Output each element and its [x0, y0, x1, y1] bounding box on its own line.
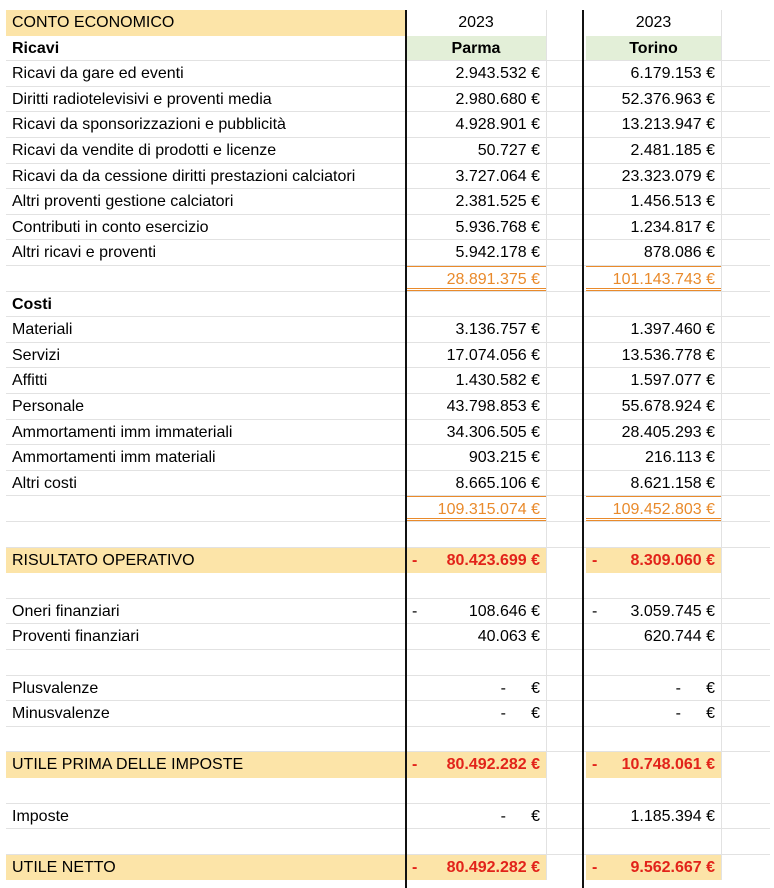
- row-label[interactable]: Altri costi: [6, 471, 406, 496]
- table-row: [6, 164, 770, 190]
- value-torino[interactable]: 1.456.513 €: [630, 193, 715, 211]
- row-label[interactable]: Oneri finanziari: [6, 599, 406, 624]
- blank-row: [6, 650, 770, 676]
- value-torino[interactable]: - 3.059.745 €: [586, 599, 721, 624]
- capital-gains-row: [6, 676, 770, 702]
- value-parma[interactable]: - €: [500, 679, 540, 697]
- row-label[interactable]: Ricavi da vendite di prodotti e licenze: [6, 138, 406, 163]
- value-parma[interactable]: - €: [500, 705, 540, 723]
- row-label[interactable]: Ricavi da da cessione diritti prestazioni calciatori: [6, 164, 406, 189]
- value-parma[interactable]: - 108.646 €: [406, 599, 546, 624]
- value-torino[interactable]: 216.113 €: [645, 449, 715, 467]
- operating-result-torino[interactable]: - 8.309.060 €: [586, 548, 721, 574]
- net-income-row: [6, 855, 770, 881]
- pretax-parma[interactable]: - 80.492.282 €: [406, 752, 546, 778]
- blank-row: [6, 778, 770, 804]
- value-parma[interactable]: 3.727.064 €: [455, 167, 540, 185]
- row-label[interactable]: Ammortamenti imm immateriali: [6, 420, 406, 445]
- value-parma[interactable]: - €: [500, 807, 540, 825]
- row-label[interactable]: Materiali: [6, 317, 406, 342]
- row-label[interactable]: Ammortamenti imm materiali: [6, 445, 406, 470]
- net-income-parma[interactable]: - 80.492.282 €: [406, 855, 546, 881]
- value-torino[interactable]: 620.744 €: [643, 628, 715, 646]
- table-row: [6, 112, 770, 138]
- value-torino[interactable]: - €: [675, 679, 715, 697]
- row-label[interactable]: Affitti: [6, 368, 406, 393]
- blank-row: [6, 573, 770, 599]
- value-parma[interactable]: 3.136.757 €: [455, 321, 540, 339]
- value-torino[interactable]: 13.213.947 €: [621, 116, 715, 134]
- section-revenue[interactable]: Ricavi: [6, 36, 406, 61]
- operating-result-parma[interactable]: - 80.423.699 €: [406, 548, 546, 574]
- table-row: [6, 138, 770, 164]
- row-label[interactable]: Servizi: [6, 343, 406, 368]
- value-torino[interactable]: 1.397.460 €: [630, 321, 715, 339]
- table-row: [6, 343, 770, 369]
- financial-charges-row: [6, 599, 770, 625]
- value-torino[interactable]: - €: [675, 705, 715, 723]
- value-parma[interactable]: 34.306.505 €: [446, 423, 540, 441]
- minus-sign: -: [412, 756, 418, 774]
- value-parma[interactable]: 8.665.106 €: [455, 474, 540, 492]
- minus-sign: -: [412, 858, 418, 876]
- table-row: [6, 215, 770, 241]
- pretax-label[interactable]: UTILE PRIMA DELLE IMPOSTE: [6, 752, 406, 778]
- taxes-row: [6, 804, 770, 830]
- revenue-total-parma[interactable]: 28.891.375 €: [406, 266, 546, 291]
- row-label[interactable]: Minusvalenze: [6, 701, 406, 726]
- minus-sign: -: [412, 551, 418, 569]
- value-parma[interactable]: 17.074.056 €: [446, 346, 540, 364]
- row-label[interactable]: Diritti radiotelevisivi e proventi media: [6, 87, 406, 112]
- value-parma[interactable]: 2.381.525 €: [455, 193, 540, 211]
- table-row: [6, 394, 770, 420]
- value-torino[interactable]: 1.597.077 €: [630, 372, 715, 390]
- pretax-torino[interactable]: - 10.748.061 €: [586, 752, 721, 778]
- financial-income-row: [6, 624, 770, 650]
- cost-total-parma[interactable]: 109.315.074 €: [406, 496, 546, 521]
- cost-total-torino[interactable]: 109.452.803 €: [586, 496, 721, 521]
- table-row: [6, 420, 770, 446]
- net-income-label[interactable]: UTILE NETTO: [6, 855, 406, 881]
- value-parma[interactable]: 5.936.768 €: [455, 218, 540, 236]
- minus-sign: -: [592, 551, 598, 569]
- blank-row: [6, 829, 770, 855]
- value-parma[interactable]: 5.942.178 €: [455, 244, 540, 262]
- net-income-torino[interactable]: - 9.562.667 €: [586, 855, 721, 881]
- value-parma[interactable]: 2.980.680 €: [455, 90, 540, 108]
- table-row: [6, 240, 770, 266]
- minus-sign: -: [412, 602, 418, 620]
- value-torino[interactable]: 1.185.394 €: [630, 807, 715, 825]
- row-label[interactable]: Personale: [6, 394, 406, 419]
- table-row: [6, 471, 770, 497]
- costs-header-row: [6, 292, 770, 318]
- statement-title[interactable]: CONTO ECONOMICO: [6, 10, 406, 36]
- value-parma[interactable]: 50.727 €: [477, 142, 540, 159]
- pretax-row: [6, 752, 770, 778]
- row-label[interactable]: Contributi in conto esercizio: [6, 215, 406, 240]
- column-divider: [405, 10, 407, 888]
- value-parma[interactable]: 40.063 €: [477, 628, 540, 646]
- section-costs[interactable]: Costi: [6, 292, 406, 317]
- row-label[interactable]: Altri proventi gestione calciatori: [6, 189, 406, 214]
- value-torino[interactable]: 28.405.293 €: [621, 423, 715, 441]
- row-label[interactable]: Ricavi da gare ed eventi: [6, 61, 406, 86]
- value-torino[interactable]: 878.086 €: [643, 244, 715, 262]
- table-row: [6, 189, 770, 215]
- table-row: [6, 317, 770, 343]
- blank-row: [6, 522, 770, 548]
- value-torino[interactable]: 55.678.924 €: [621, 398, 715, 415]
- value-torino[interactable]: 13.536.778 €: [621, 346, 715, 364]
- revenue-total-row: [6, 266, 770, 292]
- revenue-total-torino[interactable]: 101.143.743 €: [586, 266, 721, 291]
- value-parma[interactable]: 903.215 €: [468, 449, 540, 467]
- value-torino[interactable]: 23.323.079 €: [621, 167, 715, 185]
- operating-result-label[interactable]: RISULTATO OPERATIVO: [6, 548, 406, 574]
- table-row: [6, 445, 770, 471]
- capital-losses-row: [6, 701, 770, 727]
- row-label[interactable]: Altri ricavi e proventi: [6, 240, 406, 265]
- value-torino[interactable]: 2.481.185 €: [630, 142, 715, 159]
- row-label[interactable]: Ricavi da sponsorizzazioni e pubblicità: [6, 112, 406, 137]
- blank-row: [6, 727, 770, 753]
- year-parma[interactable]: 2023: [406, 10, 546, 36]
- value-torino[interactable]: 6.179.153 €: [630, 65, 715, 83]
- value-torino[interactable]: 8.621.158 €: [630, 474, 715, 492]
- value-torino[interactable]: 1.234.817 €: [630, 218, 715, 236]
- row-label[interactable]: Proventi finanziari: [6, 624, 406, 649]
- column-parma[interactable]: Parma: [406, 36, 546, 61]
- minus-sign: -: [592, 858, 598, 876]
- value-torino[interactable]: 52.376.963 €: [621, 90, 715, 108]
- minus-sign: -: [592, 756, 598, 774]
- value-parma[interactable]: 43.798.853 €: [446, 398, 540, 415]
- table-row: [6, 87, 770, 113]
- cost-total-row: [6, 496, 770, 522]
- table-row: [6, 61, 770, 87]
- header-row: [6, 10, 770, 36]
- column-torino[interactable]: Torino: [586, 36, 721, 61]
- minus-sign: -: [592, 602, 598, 620]
- column-divider: [582, 10, 584, 888]
- year-torino[interactable]: 2023: [586, 10, 721, 36]
- value-parma[interactable]: 4.928.901 €: [455, 116, 540, 134]
- value-parma[interactable]: 2.943.532 €: [455, 65, 540, 83]
- operating-result-row: [6, 548, 770, 574]
- table-row: [6, 368, 770, 394]
- revenue-header-row: [6, 36, 770, 62]
- value-parma[interactable]: 1.430.582 €: [455, 372, 540, 390]
- row-label[interactable]: Plusvalenze: [6, 676, 406, 701]
- row-label[interactable]: Imposte: [6, 804, 406, 829]
